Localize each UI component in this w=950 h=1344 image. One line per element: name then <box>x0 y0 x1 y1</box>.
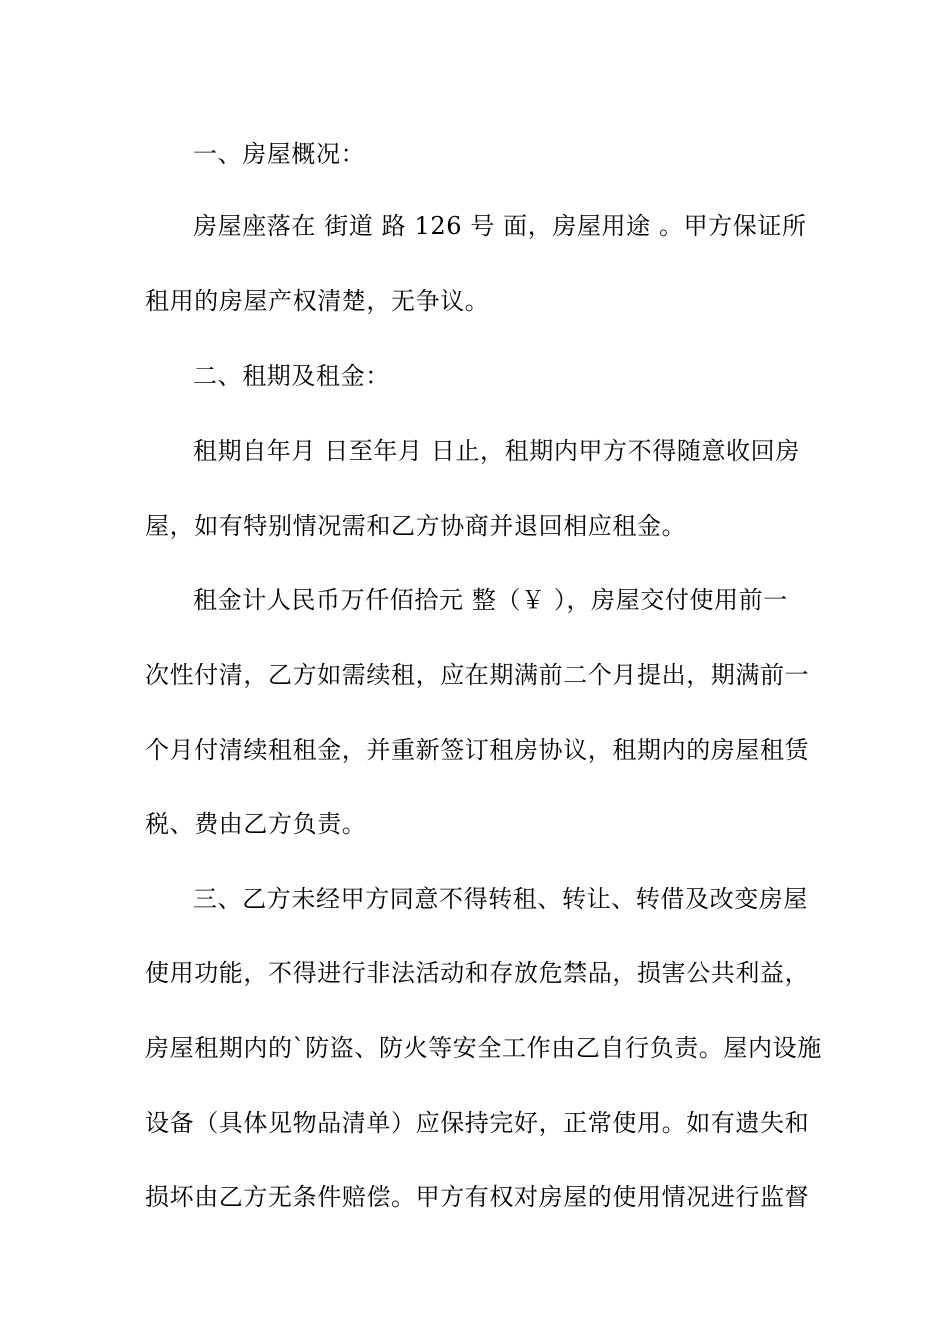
section-paragraph-three: 三、乙方未经甲方同意不得转租、转让、转借及改变房屋 <box>193 885 808 913</box>
paragraph-line: 个月付清续租租金，并重新签订租房协议，租期内的房屋租赁 <box>145 736 810 764</box>
paragraph-line: 房屋座落在 街道 路 126 号 面，房屋用途 。甲方保证所 <box>193 212 807 240</box>
paragraph-line: 税、费由乙方负责。 <box>145 810 367 838</box>
paragraph-line: 房屋租期内的`防盗、防火等安全工作由乙自行负责。屋内设施 <box>145 1034 822 1062</box>
paragraph-line: 设备（具体见物品清单）应保持完好，正常使用。如有遗失和 <box>145 1109 810 1137</box>
paragraph-line: 租用的房屋产权清楚，无争议。 <box>145 287 490 315</box>
paragraph-line: 使用功能，不得进行非法活动和存放危禁品，损害公共利益， <box>145 959 810 987</box>
paragraph-line: 租期自年月 日至年月 日止，租期内甲方不得随意收回房 <box>193 437 800 465</box>
section-heading-term-and-rent: 二、租期及租金： <box>193 362 390 390</box>
paragraph-line: 屋，如有特别情况需和乙方协商并退回相应租金。 <box>145 512 687 540</box>
paragraph-line: 次性付清，乙方如需续租，应在期满前二个月提出，期满前一 <box>145 661 810 689</box>
paragraph-line: 损坏由乙方无条件赔偿。甲方有权对房屋的使用情况进行监督 <box>145 1183 810 1211</box>
section-heading-property-overview: 一、房屋概况： <box>193 140 366 168</box>
paragraph-line: 租金计人民币万仟佰拾元 整（￥ ），房屋交付使用前一 <box>193 586 788 614</box>
